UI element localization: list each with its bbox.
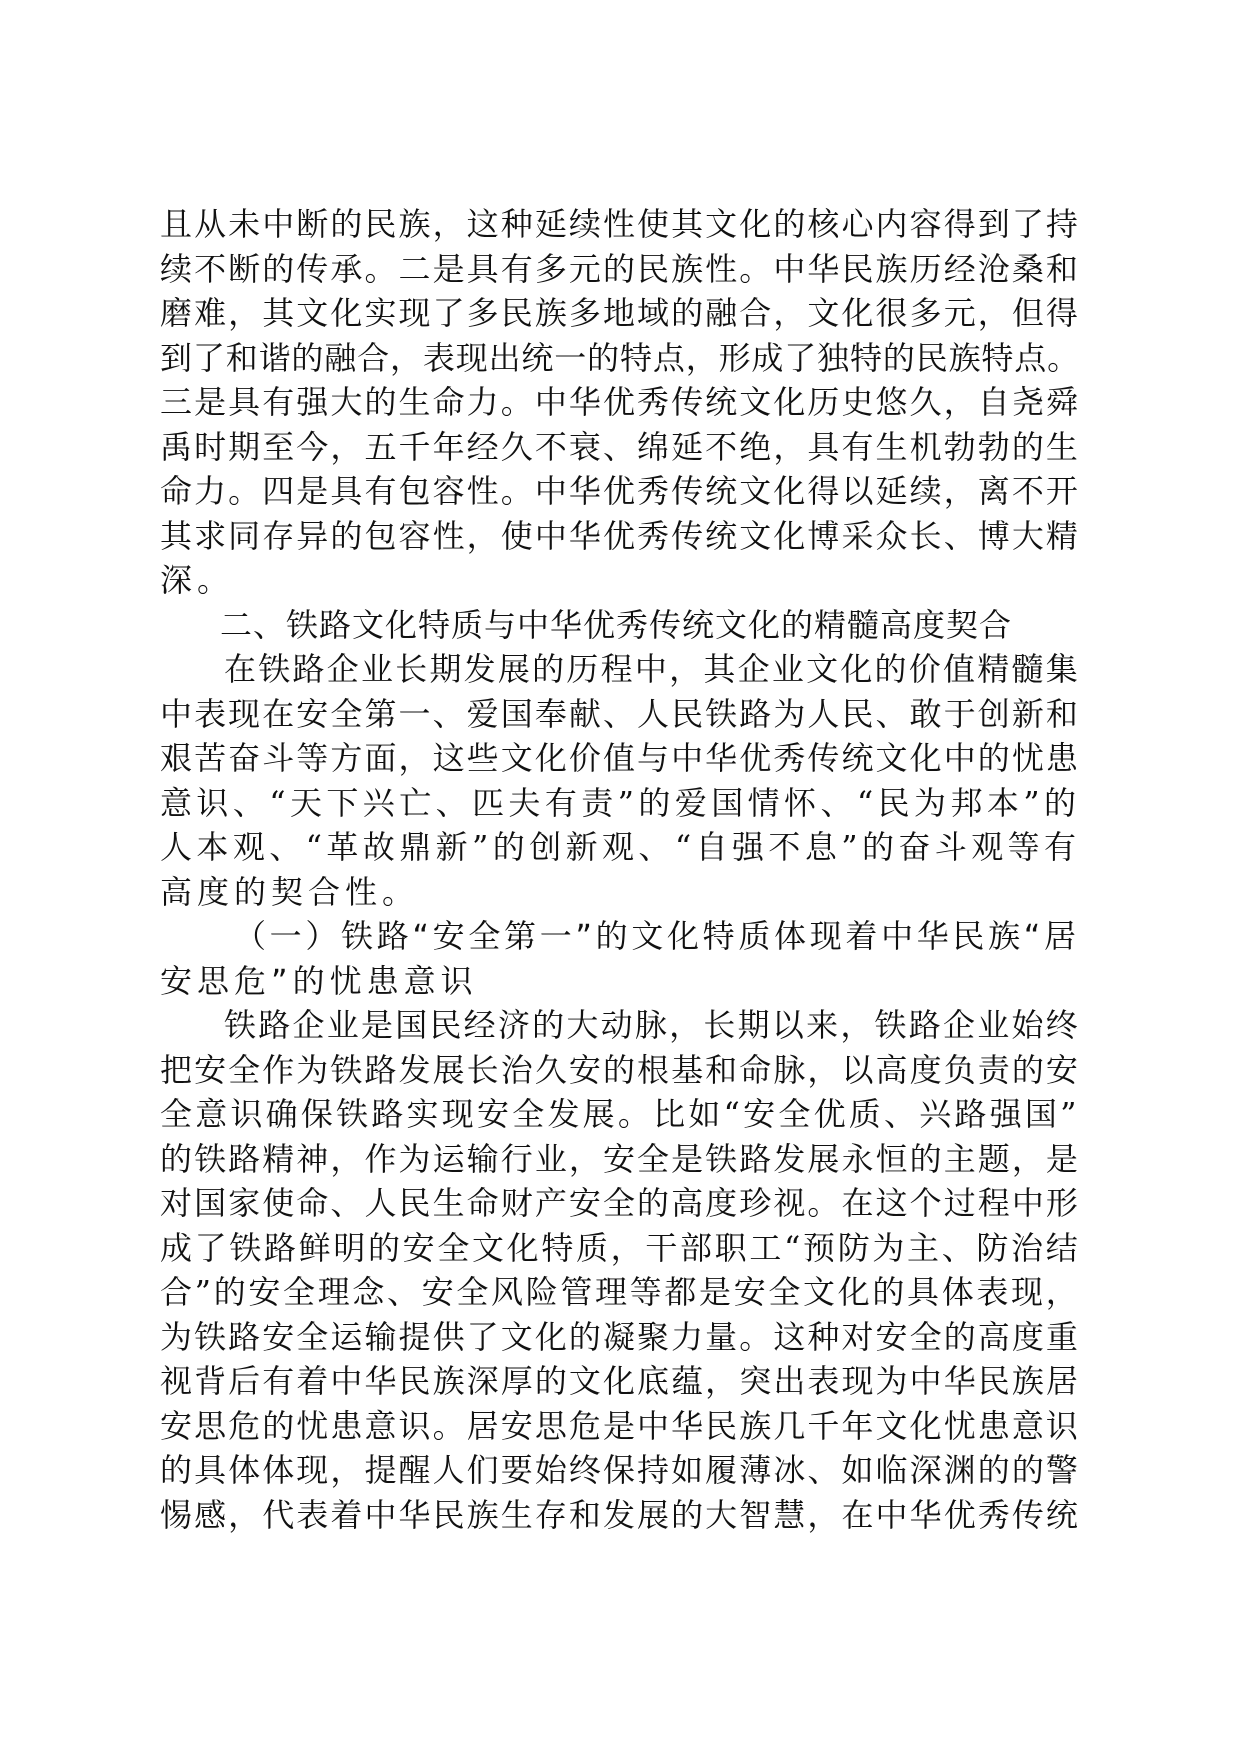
text-line: 其求同存异的包容性，使中华优秀传统文化博采众长、博大精 (160, 516, 1081, 555)
subsection-heading: （一）铁路“安全第一”的文化特质体现着中华民族“居 (234, 917, 1080, 955)
text-line: 命力。四是具有包容性。中华优秀传统文化得以延续，离不开 (160, 472, 1081, 510)
text-line: 为铁路安全运输提供了文化的凝聚力量。这种对安全的高度重 (160, 1317, 1081, 1356)
text-line: 全意识确保铁路实现安全发展。比如“安全优质、兴路强国” (160, 1095, 1080, 1133)
subsection-heading-continued: 安思危”的忧患意识 (160, 961, 478, 1000)
text-line: 安思危的忧患意识。居安思危是中华民族几千年文化忧患意识 (160, 1406, 1081, 1445)
text-line: 意识、“天下兴亡、匹夫有责”的爱国情怀、“民为邦本”的 (160, 783, 1081, 822)
text-line: 且从未中断的民族，这种延续性使其文化的核心内容得到了持 (160, 205, 1081, 243)
text-line: 在铁路企业长期发展的历程中，其企业文化的价值精髓集 (224, 650, 1081, 688)
text-line: 把安全作为铁路发展长治久安的根基和命脉，以高度负责的安 (160, 1050, 1081, 1089)
text-line: 的铁路精神，作为运输行业，安全是铁路发展永恒的主题，是 (160, 1139, 1081, 1178)
text-line: 禹时期至今，五千年经久不衰、绵延不绝，具有生机勃勃的生 (160, 427, 1081, 466)
text-line: 三是具有强大的生命力。中华优秀传统文化历史悠久，自尧舜 (160, 383, 1081, 421)
text-line: 到了和谐的融合，表现出统一的特点，形成了独特的民族特点。 (160, 338, 1081, 377)
text-line: 惕感，代表着中华民族生存和发展的大智慧，在中华优秀传统 (160, 1495, 1081, 1534)
text-line: 续不断的传承。二是具有多元的民族性。中华民族历经沧桑和 (160, 249, 1081, 288)
text-line: 合”的安全理念、安全风险管理等都是安全文化的具体表现， (160, 1273, 1081, 1311)
text-line: 的具体体现，提醒人们要始终保持如履薄冰、如临深渊的的警 (160, 1451, 1081, 1489)
text-line: 视背后有着中华民族深厚的文化底蕴，突出表现为中华民族居 (160, 1362, 1081, 1400)
text-line: 铁路企业是国民经济的大动脉，长期以来，铁路企业始终 (224, 1006, 1081, 1044)
text-line: 高度的契合性。 (160, 872, 420, 911)
text-line: 对国家使命、人民生命财产安全的高度珍视。在这个过程中形 (160, 1184, 1081, 1222)
text-line: 磨难，其文化实现了多民族多地域的融合，文化很多元，但得 (160, 294, 1081, 332)
text-line: 成了铁路鲜明的安全文化特质，干部职工“预防为主、防治结 (160, 1228, 1081, 1267)
section-heading: 二、铁路文化特质与中华优秀传统文化的精髓高度契合 (220, 605, 1013, 644)
body-text (160, 202, 1080, 1537)
text-line: 中表现在安全第一、爱国奉献、人民铁路为人民、敢于创新和 (160, 694, 1081, 733)
text-line: 深。 (160, 561, 235, 599)
text-line: 艰苦奋斗等方面，这些文化价值与中华优秀传统文化中的忧患 (160, 739, 1081, 777)
text-line: 人本观、“革故鼎新”的创新观、“自强不息”的奋斗观等有 (160, 828, 1081, 866)
